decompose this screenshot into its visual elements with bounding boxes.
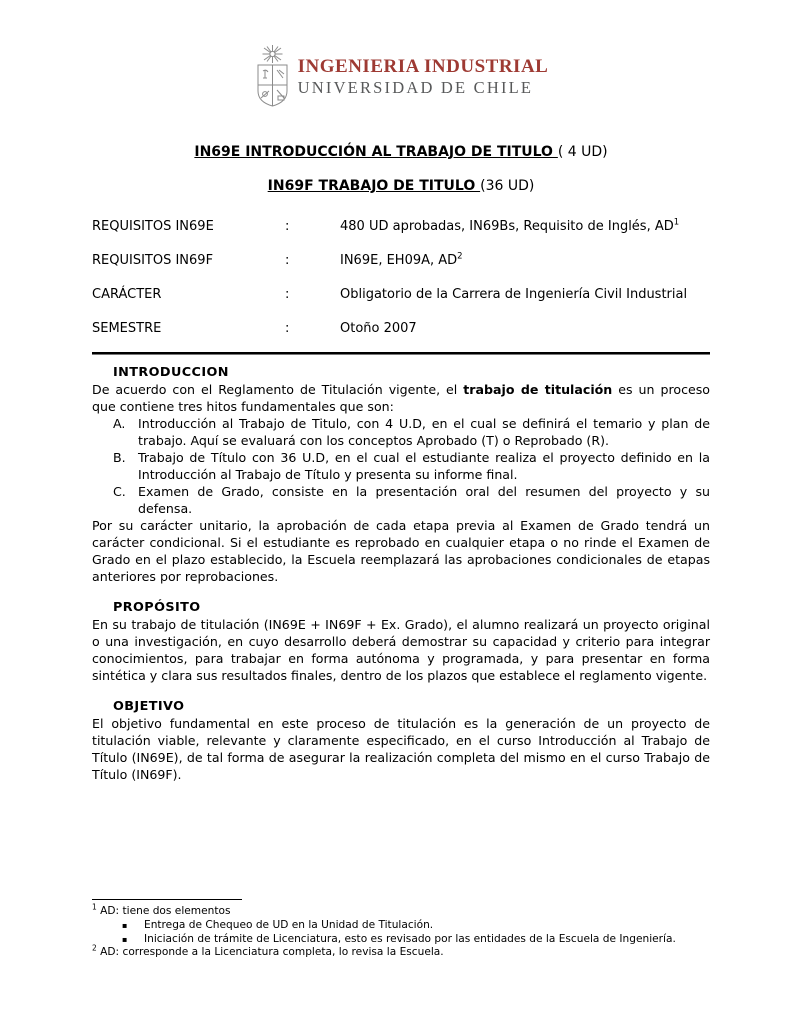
row-value: Obligatorio de la Carrera de Ingeniería Civil Industrial	[340, 287, 688, 302]
section-divider	[92, 352, 710, 355]
row-value: 480 UD aprobadas, IN69Bs, Requisito de Inglés, AD	[340, 219, 674, 234]
footnotes	[92, 899, 710, 960]
proposito-para: En su trabajo de titulación (IN69E + IN69F + Ex. Grado), el alumno realizará un proyecto original o una investigación, en cuyo desarrollo deberá demostrar su capacidad y criterio para integrar conocimientos, para trabajar en forma autónoma y programada, y para presentar en forma sintética y clara sus resultados finales, dentro de los plazos que establece el reglamento vigente.	[92, 617, 710, 683]
footnote-1-bullet: ▪ Entrega de Chequeo de UD en la Unidad de Titulación.	[122, 918, 434, 931]
row-requisitos-in69e: REQUISITOS IN69E : 480 UD aprobadas, IN69Bs, Requisito de Inglés, $AD^1$	[92, 216, 710, 237]
square-bullet-icon: ▪	[122, 920, 128, 930]
heading-objetivo: OBJETIVO	[113, 699, 185, 714]
logo-text	[298, 56, 549, 97]
introduccion-para1: De acuerdo con el Reglamento de Titulación vigente, el trabajo de titulación es un proceso que contiene tres hitos fundamentales que son:	[92, 382, 711, 414]
course-title-in69e-ud: ( 4 UD)	[557, 144, 608, 160]
logo-line2: UNIVERSIDAD DE CHILE	[297, 77, 534, 97]
course-title-in69f-ud: (36 UD)	[480, 178, 535, 194]
square-bullet-icon: ▪	[122, 934, 128, 944]
footnote-1-bullet: ▪ Iniciación de trámite de Licenciatura, esto es revisado por las entidades de la Escuela de Ingeniería.	[122, 932, 676, 945]
objetivo-para: El objetivo fundamental en este proceso de titulación es la generación de un proyecto de titulación viable, relevante y claramente especificado, en el curso Introducción al Trabajo de Título (IN69E), de tal forma de asegurar la realización completa del mismo en el curso Trabajo de Título (IN69F).	[92, 716, 710, 782]
heading-introduccion: INTRODUCCION	[113, 365, 229, 380]
row-label: REQUISITOS IN69E	[92, 219, 214, 234]
list-item: B. Trabajo de Título con 36 U.D, en el cual el estudiante realiza el proyecto definido en la Introducción al Trabajo de Título y presenta su informe final.	[113, 450, 710, 482]
row-value: IN69E, EH09A, AD	[340, 253, 458, 268]
document-page	[92, 0, 710, 783]
heading-proposito: PROPÓSITO	[113, 600, 201, 615]
row-label: REQUISITOS IN69F	[92, 253, 214, 268]
course-title-in69e	[92, 144, 710, 161]
logo-line1: INGENIERIA INDUSTRIAL	[297, 55, 549, 77]
footnote-ref-2: 2	[457, 251, 463, 262]
row-value: Otoño 2007	[340, 321, 417, 336]
introduccion-para2: Por su carácter unitario, la aprobación de cada etapa previa al Examen de Grado tendrá un carácter condicional. Si el estudiante es reprobado en cualquier etapa o no rinde el Examen de Grado en el plazo establecido, la Escuela reemplazará las aprobaciones condicionales de etapas anteriores por reprobaciones.	[92, 518, 710, 584]
row-caracter: CARÁCTER : Obligatorio de la Carrera de Ingeniería Civil Industrial	[92, 284, 710, 305]
row-requisitos-in69f: REQUISITOS IN69F : IN69E, EH09A, $AD^2$	[92, 250, 710, 271]
list-item: A. Introducción al Trabajo de Titulo, con 4 U.D, en el cual se definirá el temario y plan de trabajo. Aquí se evaluará con los conceptos Aprobado (T) o Reprobado (R).	[113, 416, 710, 448]
row-semestre: SEMESTRE : Otoño 2007	[92, 318, 710, 339]
header-logo	[92, 44, 710, 108]
footnote-separator	[92, 899, 242, 900]
footnote-1: $^1$ AD: tiene dos elementos	[92, 902, 231, 917]
course-info	[92, 216, 710, 339]
course-title-in69f	[92, 178, 710, 195]
course-title-in69f-main: IN69F TRABAJO DE TITULO	[267, 178, 481, 194]
footnote-2: $^2$ AD: corresponde a la Licenciatura completa, lo revisa la Escuela.	[92, 943, 444, 959]
row-label: SEMESTRE	[92, 321, 162, 336]
university-crest-icon	[254, 44, 291, 108]
footnote-ref-1: 1	[673, 217, 680, 228]
list-item: C. Examen de Grado, consiste en la presentación oral del resumen del proyecto y su defensa.	[113, 484, 710, 516]
course-title-in69e-main: IN69E INTRODUCCIÓN AL TRABAJO DE TITULO	[194, 144, 558, 160]
row-label: CARÁCTER	[92, 287, 162, 302]
